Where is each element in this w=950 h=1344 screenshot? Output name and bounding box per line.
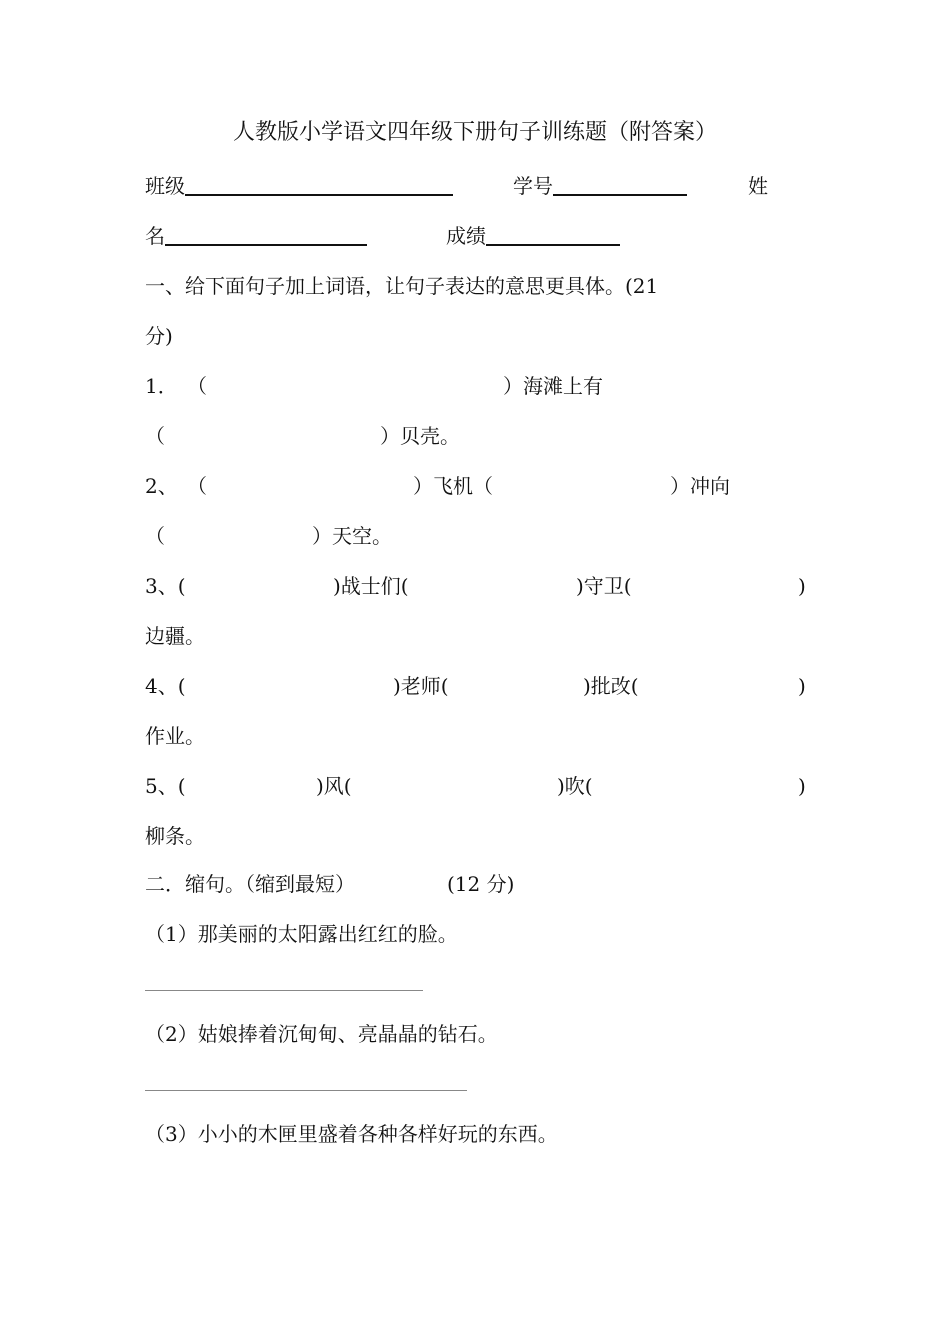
q2-text-1: ）飞机（: [413, 474, 493, 498]
q2-open-paren: （: [187, 474, 207, 498]
q5-ending: 柳条。: [145, 824, 205, 848]
page-title: 人教版小学语文四年级下册句子训练题（附答案）: [232, 120, 717, 145]
name-label-second: 名: [145, 224, 165, 248]
class-label: 班级: [145, 174, 185, 198]
score-label: 成绩: [446, 224, 486, 248]
name-label-first: 姓: [748, 174, 768, 198]
q1-ending: ）贝壳。: [380, 424, 460, 448]
number-label: 学号: [513, 174, 553, 198]
score-field: [446, 222, 620, 250]
q1-open-paren-2: （: [145, 424, 165, 448]
number-blank[interactable]: [553, 174, 687, 196]
s2-item-2: （2）姑娘捧着沉甸甸、亮晶晶的钻石。: [145, 1022, 498, 1046]
q4-num: 4、: [145, 674, 178, 698]
q5-num: 5、: [145, 774, 178, 798]
name-blank[interactable]: [165, 224, 367, 246]
q3-open-paren: (: [177, 574, 186, 598]
q4-number: [145, 672, 186, 700]
section2-heading: 二．缩句。（缩到最短）: [145, 872, 355, 896]
q5-close-paren: ): [798, 774, 806, 798]
q2-open-paren-2: （: [145, 524, 165, 548]
section2-points: (12 分): [447, 872, 515, 896]
q1-open-paren: （: [187, 374, 207, 398]
q2-ending: ）天空。: [312, 524, 392, 548]
q4-open-paren: (: [177, 674, 186, 698]
s2-answer-line-2[interactable]: [145, 1090, 467, 1091]
score-blank[interactable]: [486, 224, 620, 246]
q3-text-1: )战士们(: [333, 574, 409, 598]
q3-num: 3、: [145, 574, 178, 598]
class-blank[interactable]: [185, 174, 453, 196]
section1-heading-cont: 分): [145, 324, 173, 348]
s2-answer-line-1[interactable]: [145, 990, 423, 991]
q5-number: [145, 772, 186, 800]
q4-ending: 作业。: [145, 724, 205, 748]
q2-number: 2、: [145, 474, 178, 498]
q1-text: ）海滩上有: [503, 374, 603, 398]
number-field: [513, 172, 687, 200]
info-row-1: [145, 172, 453, 200]
s2-item-3: （3）小小的木匣里盛着各种各样好玩的东西。: [145, 1122, 558, 1146]
q5-text-2: )吹(: [557, 774, 593, 798]
info-row-2: [145, 222, 367, 250]
q5-open-paren: (: [177, 774, 186, 798]
q2-text-2: ）冲向: [670, 474, 730, 498]
q3-text-2: )守卫(: [576, 574, 632, 598]
q4-text-1: )老师(: [393, 674, 449, 698]
q1-number: 1．: [145, 374, 178, 398]
q3-close-paren: ): [798, 574, 806, 598]
q3-number: [145, 572, 186, 600]
q3-ending: 边疆。: [145, 624, 205, 648]
s2-item-1: （1）那美丽的太阳露出红红的脸。: [145, 922, 458, 946]
q5-text-1: )风(: [316, 774, 352, 798]
q4-text-2: )批改(: [583, 674, 639, 698]
q4-close-paren: ): [798, 674, 806, 698]
section1-heading: 一、给下面句子加上词语，让句子表达的意思更具体。(21: [145, 274, 659, 298]
